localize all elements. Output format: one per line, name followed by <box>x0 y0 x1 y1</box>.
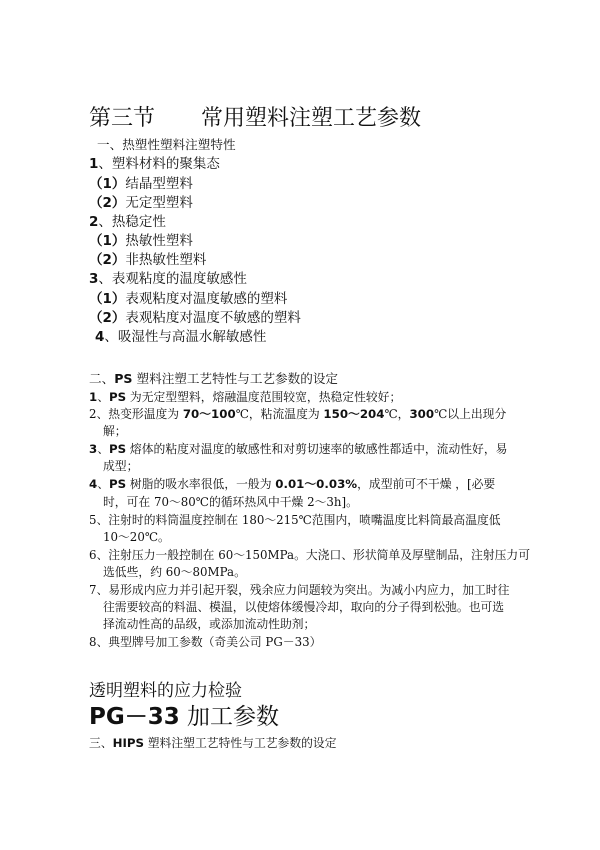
part3-line: 三、HIPS 塑料注塑工艺特性与工艺参数的设定 <box>89 736 337 750</box>
list-item: 7、易形成内应力并引起开裂，残余应力问题较为突出。为减小内应力，加工时往 <box>89 583 510 597</box>
list-item-continuation: 10～20℃。 <box>103 530 170 544</box>
section-number: 第三节 <box>89 106 156 131</box>
list-item-continuation: 选低些，约 60～80MPa。 <box>103 565 246 579</box>
list-item: 4、PS 树脂的吸水率很低，一般为 0.01～0.03%，成型前可不干燥 ，[必要 <box>89 477 496 491</box>
part1-heading: 一、热塑性塑料注塑特性 <box>97 137 236 152</box>
list-item: 4、吸湿性与高温水解敏感性 <box>95 329 267 345</box>
list-item: （2）无定型塑料 <box>89 195 193 211</box>
list-item: 8、典型牌号加工参数（奇美公司 PG－33） <box>89 635 322 649</box>
list-item: 2、热变形温度为 70～100℃，粘流温度为 150～204℃，300℃以上出现分 <box>89 407 507 421</box>
list-item: 1、PS 为无定型塑料，熔融温度范围较宽，热稳定性较好； <box>89 390 402 404</box>
list-item: （1）热敏性塑料 <box>89 233 193 249</box>
list-item-continuation: 成型； <box>103 459 139 473</box>
pg33-heading: PG－33 加工参数 <box>89 704 280 730</box>
list-item: （2）非热敏性塑料 <box>89 252 207 268</box>
list-item: 2、热稳定性 <box>89 214 166 230</box>
section-title <box>89 108 421 130</box>
stress-test-heading: 透明塑料的应力检验 <box>89 681 242 701</box>
list-item: 6、注射压力一般控制在 60～150MPa。大浇口、形状简单及厚壁制品，注射压力可 <box>89 548 531 562</box>
list-item: 1、塑料材料的聚集态 <box>89 156 220 172</box>
list-item-continuation: 往需要较高的料温、模温，以使熔体缓慢冷却，取向的分子得到松弛。也可选 <box>103 600 505 614</box>
list-item: （1）表观粘度对温度敏感的塑料 <box>89 291 288 307</box>
section-title-text: 常用塑料注塑工艺参数 <box>201 106 422 131</box>
list-item-continuation: 时，可在 70～80℃的循环热风中干燥 2～3h]。 <box>103 495 358 509</box>
list-item: （1）结晶型塑料 <box>89 176 193 192</box>
list-item: （2）表观粘度对温度不敏感的塑料 <box>89 310 301 326</box>
list-item-continuation: 解； <box>103 424 127 438</box>
list-item: 5、注射时的料筒温度控制在 180～215℃范围内，喷嘴温度比料筒最高温度低 <box>89 513 501 527</box>
list-item: 3、PS 熔体的粘度对温度的敏感性和对剪切速率的敏感性都适中，流动性好，易 <box>89 442 508 456</box>
list-item-continuation: 择流动性高的品级，或添加流动性助剂； <box>103 617 316 631</box>
part2-heading: 二、PS 塑料注塑工艺特性与工艺参数的设定 <box>89 371 339 386</box>
list-item: 3、表观粘度的温度敏感性 <box>89 271 247 287</box>
